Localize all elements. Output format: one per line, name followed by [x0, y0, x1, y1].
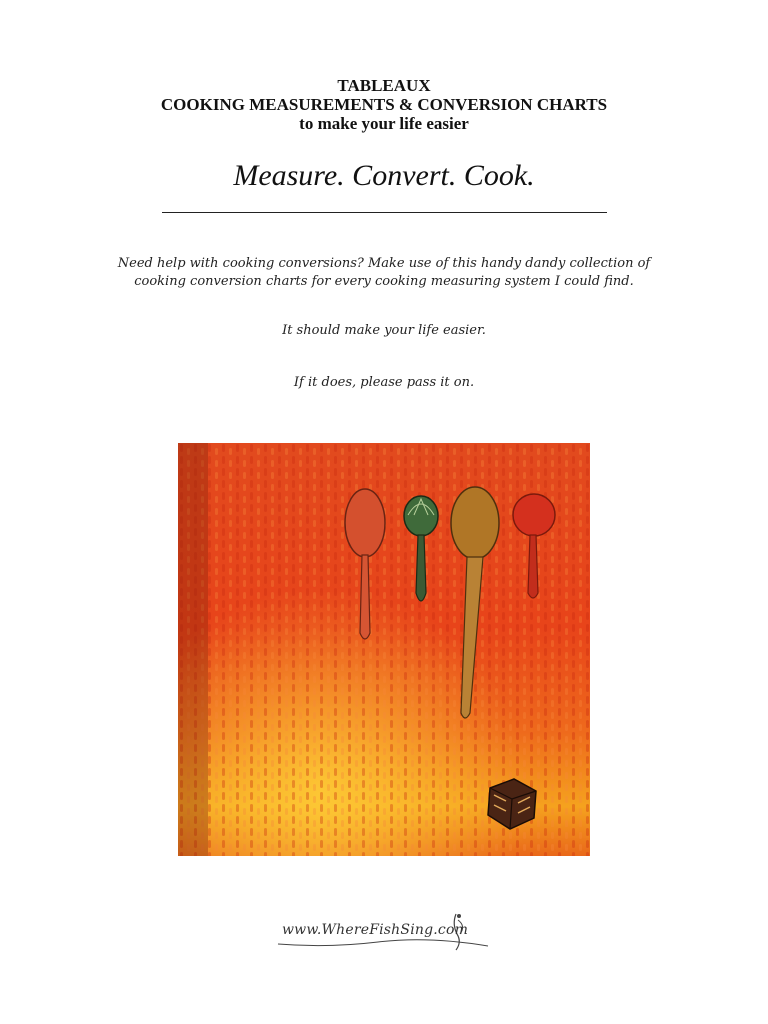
- document-header: [0, 76, 768, 133]
- painting-artwork: [178, 443, 590, 856]
- header-tagline: to make your life easier: [299, 114, 469, 133]
- header-title: TABLEAUX: [337, 76, 431, 95]
- intro-line-4: If it does, please pass it on.: [293, 375, 475, 390]
- intro-line-2: cooking conversion charts for every cooking measuring system I could find.: [134, 274, 634, 289]
- page-title: Measure. Convert. Cook.: [233, 159, 535, 192]
- spoons-painting: [178, 443, 590, 856]
- divider: [162, 212, 607, 213]
- intro-paragraph: [0, 255, 768, 291]
- logo-text: www.WhereFishSing.com: [282, 922, 469, 938]
- wherefishsing-logo: [238, 908, 528, 958]
- intro-line-3: It should make your life easier.: [282, 323, 486, 338]
- header-subtitle: COOKING MEASUREMENTS & CONVERSION CHARTS: [160, 95, 608, 114]
- intro-line-1: Need help with cooking conversions? Make use of this handy dandy collection of: [117, 256, 651, 271]
